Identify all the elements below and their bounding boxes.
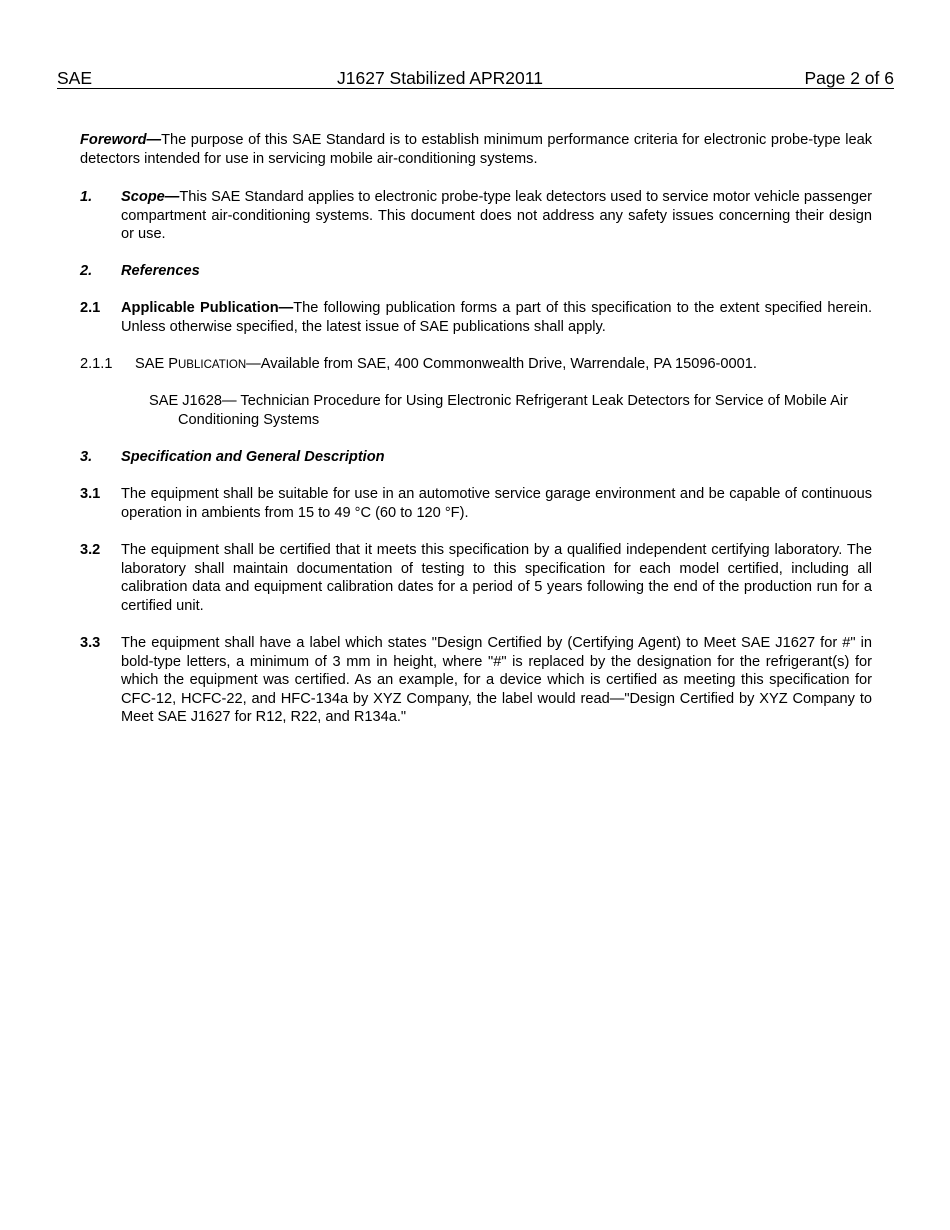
section-1-scope — [80, 188, 872, 244]
section-2-references — [80, 262, 872, 281]
section-number: 3.2 — [80, 542, 101, 558]
section-body — [121, 188, 872, 244]
section-number: 3. — [80, 449, 93, 465]
section-number: 2. — [80, 263, 93, 279]
section-number: 2.1.1 — [80, 356, 113, 372]
section-number: 2.1 — [80, 300, 101, 316]
section-3-specification — [80, 448, 872, 467]
section-3-3 — [80, 634, 872, 727]
section-body: The equipment shall be certified that it meets this specification by a qualified independent certifying laboratory. The laboratory shall maintain documentation of testing to this specification for each model certified, including all calibration data and equipment calibration dates for a period of 5 years following the end of the production run for a certified unit. — [121, 542, 872, 614]
reference-text: SAE J1628— Technician Procedure for Using Electronic Refrigerant Leak Detectors for Service of Mobile Air Conditioning Systems — [149, 393, 848, 428]
section-number: 3.3 — [80, 635, 101, 651]
section-number: 1. — [80, 189, 93, 205]
sae-publication-label-smallcaps: UBLICATION — [178, 359, 247, 371]
section-3-2 — [80, 541, 872, 615]
foreword-text: The purpose of this SAE Standard is to establish minimum performance criteria for electronic probe-type leak detectors intended for use in servicing mobile air-conditioning systems. — [80, 132, 872, 167]
scope-label: Scope— — [121, 189, 180, 205]
sae-publication-label-prefix: SAE P — [135, 356, 178, 372]
reference-j1628 — [149, 392, 874, 429]
sae-publication-text: —Available from SAE, 400 Commonwealth Drive, Warrendale, PA 15096-0001. — [246, 356, 757, 372]
applicable-text: The following publication forms a part of this specification to the extent specified herein. Unless otherwise specified, the latest issue of SAE publications shall apply. — [121, 300, 872, 335]
section-heading: References — [121, 263, 200, 279]
section-2-1-1-sae-publication — [80, 355, 872, 375]
page-header — [57, 68, 894, 89]
section-body: The equipment shall have a label which states "Design Certified by (Certifying Agent) to Meet SAE J1627 for #" in bold-type letters, a minimum of 3 mm in height, where "#" is replaced by the designation for the refrigerant(s) for which the equipment was certified. As an example, for a device which is certified as meeting this specification for CFC-12, HCFC-22, and HFC-134a by XYZ Company, the label would read—"Design Certified by XYZ Company to Meet SAE J1627 for R12, R22, and R134a." — [121, 635, 872, 725]
section-number: 3.1 — [80, 486, 101, 502]
scope-text: This SAE Standard applies to electronic probe-type leak detectors used to service motor vehicle passenger compartment air-conditioning systems. This document does not address any safety issues concerning their design or use. — [121, 189, 872, 242]
header-org: SAE — [57, 68, 93, 88]
header-doc-id: J1627 Stabilized APR2011 — [337, 68, 543, 88]
section-3-1 — [80, 485, 872, 522]
section-heading: Specification and General Description — [121, 449, 385, 465]
section-2-1-applicable-publication — [80, 299, 872, 336]
section-body — [121, 299, 872, 336]
section-body: The equipment shall be suitable for use in an automotive service garage environment and be capable of continuous operation in ambients from 15 to 49 °C (60 to 120 °F). — [121, 486, 872, 521]
foreword-label: Foreword— — [80, 132, 162, 148]
section-body — [135, 355, 872, 375]
header-page-number: Page 2 of 6 — [804, 68, 894, 88]
applicable-label: Applicable Publication— — [121, 300, 294, 316]
foreword-paragraph — [80, 131, 872, 168]
